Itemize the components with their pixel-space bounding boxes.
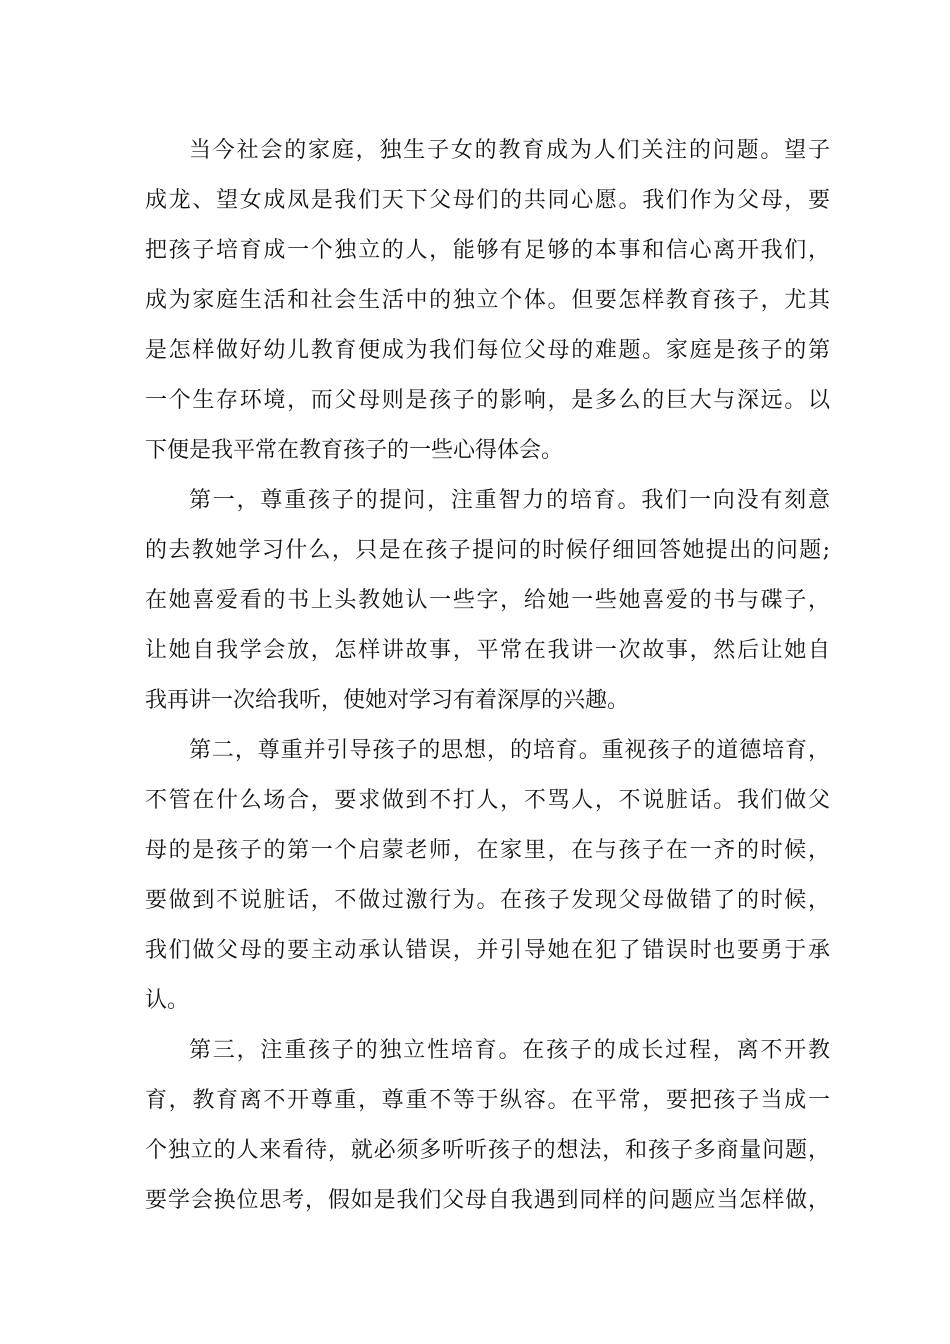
paragraph-1-line: 成为家庭生活和社会生活中的独立个体。但要怎样教育孩子，尤其	[145, 288, 830, 313]
paragraph-4-line: 个独立的人来看待，就必须多听听孩子的想法，和孩子多商量问题，	[145, 1138, 830, 1163]
paragraph-2-line: 在她喜爱看的书上头教她认一些字，给她一些她喜爱的书与碟子，	[145, 588, 830, 613]
paragraph-3-line: 认。	[145, 988, 190, 1013]
paragraph-3-line: 我们做父母的要主动承认错误，并引导她在犯了错误时也要勇于承	[145, 938, 830, 963]
paragraph-1-line: 成龙、望女成凤是我们天下父母们的共同心愿。我们作为父母，要	[145, 188, 830, 213]
paragraph-1-line: 把孩子培育成一个独立的人，能够有足够的本事和信心离开我们，	[145, 238, 830, 263]
paragraph-3-line: 不管在什么场合，要求做到不打人，不骂人，不说脏话。我们做父	[145, 788, 830, 813]
paragraph-4-line: 第三，注重孩子的独立性培育。在孩子的成长过程，离不开教	[189, 1038, 830, 1063]
paragraph-3-line: 要做到不说脏话，不做过激行为。在孩子发现父母做错了的时候，	[145, 888, 830, 913]
paragraph-2-line: 我再讲一次给我听，使她对学习有着深厚的兴趣。	[145, 688, 630, 713]
paragraph-1-line: 当今社会的家庭，独生子女的教育成为人们关注的问题。望子	[189, 138, 830, 163]
paragraph-4-line: 要学会换位思考，假如是我们父母自我遇到同样的问题应当怎样做，	[145, 1188, 830, 1213]
paragraph-2-line: 第一，尊重孩子的提问，注重智力的培育。我们一向没有刻意	[189, 488, 830, 513]
paragraph-1-line: 下便是我平常在教育孩子的一些心得体会。	[145, 438, 564, 463]
paragraph-3-line: 第二，尊重并引导孩子的思想，的培育。重视孩子的道德培育，	[189, 738, 830, 763]
paragraph-1-line: 是怎样做好幼儿教育便成为我们每位父母的难题。家庭是孩子的第	[145, 338, 830, 363]
document-page	[145, 126, 830, 1226]
paragraph-2-line: 让她自我学会放，怎样讲故事，平常在我讲一次故事，然后让她自	[145, 638, 830, 663]
paragraph-4-line: 育，教育离不开尊重，尊重不等于纵容。在平常，要把孩子当成一	[145, 1088, 830, 1113]
paragraph-2-line: 的去教她学习什么，只是在孩子提问的时候仔细回答她提出的问题;	[145, 538, 830, 563]
paragraph-3-line: 母的是孩子的第一个启蒙老师，在家里，在与孩子在一齐的时候，	[145, 838, 830, 863]
paragraph-1-line: 一个生存环境，而父母则是孩子的影响，是多么的巨大与深远。以	[145, 388, 830, 413]
